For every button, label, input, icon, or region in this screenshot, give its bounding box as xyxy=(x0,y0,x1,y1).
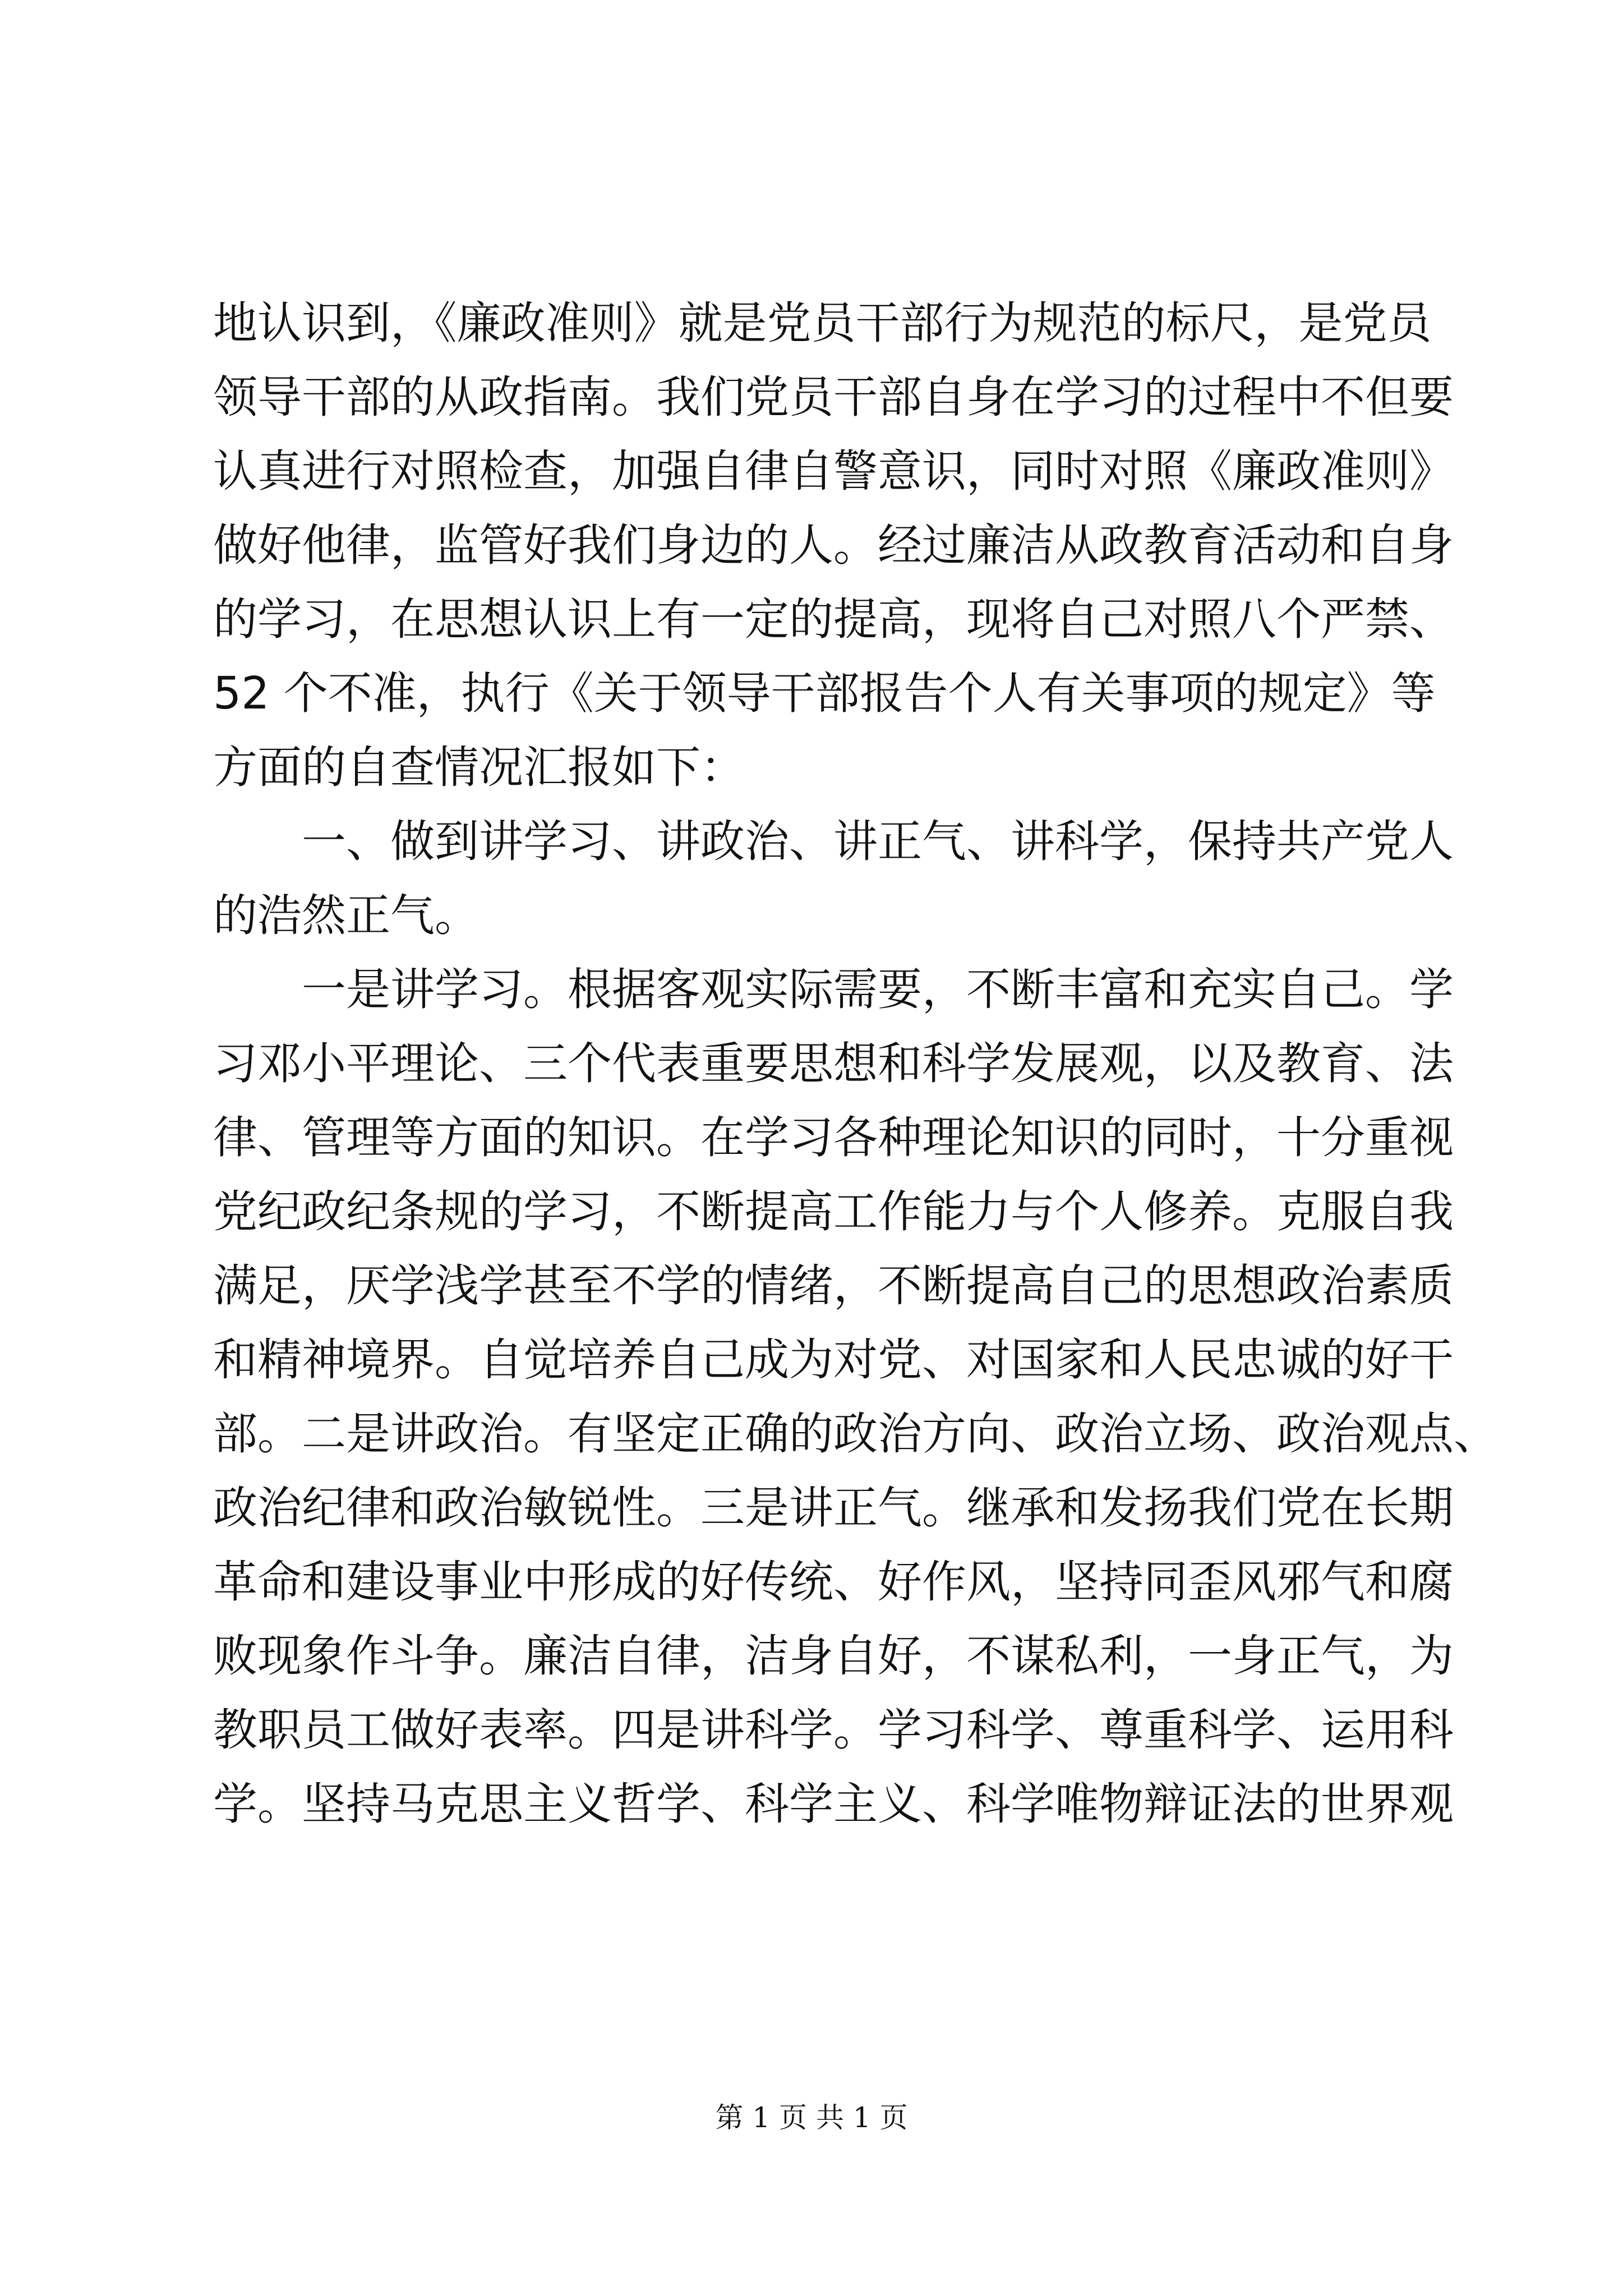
document-body xyxy=(213,286,1498,1841)
text-line: 习邓小平理论、三个代表重要思想和科学发展观，以及教育、法 xyxy=(213,1038,1454,1089)
text-line: 52 个不准，执行《关于领导干部报告个人有关事项的规定》等 xyxy=(213,668,1436,719)
text-line: 部。二是讲政治。有坚定正确的政治方向、政治立场、政治观点、 xyxy=(213,1408,1498,1460)
text-line: 的浩然正气。 xyxy=(213,890,479,941)
text-line: 做好他律，监管好我们身边的人。经过廉洁从政教育活动和自身 xyxy=(213,519,1454,571)
text-line: 革命和建设事业中形成的好传统、好作风，坚持同歪风邪气和腐 xyxy=(213,1556,1454,1608)
text-line: 学。坚持马克思主义哲学、科学主义、科学唯物辩证法的世界观 xyxy=(213,1778,1454,1830)
text-line: 党纪政纪条规的学习，不断提高工作能力与个人修养。克服自我 xyxy=(213,1186,1454,1237)
text-line: 教职员工做好表率。四是讲科学。学习科学、尊重科学、运用科 xyxy=(213,1704,1454,1756)
text-line: 一、做到讲学习、讲政治、讲正气、讲科学，保持共产党人 xyxy=(213,816,1454,867)
text-line: 地认识到，《廉政准则》就是党员干部行为规范的标尺，是党员 xyxy=(213,297,1432,349)
text-line: 一是讲学习。根据客观实际需要，不断丰富和充实自己。学 xyxy=(213,964,1454,1015)
page-number-label: 第 1 页 共 1 页 xyxy=(715,2101,908,2134)
text-line: 认真进行对照检查，加强自律自警意识，同时对照《廉政准则》 xyxy=(213,445,1454,497)
text-line: 和精神境界。自觉培养自己成为对党、对国家和人民忠诚的好干 xyxy=(213,1334,1454,1386)
text-line: 的学习，在思想认识上有一定的提高，现将自己对照八个严禁、 xyxy=(213,593,1454,645)
page-footer xyxy=(0,2095,1623,2136)
text-line: 领导干部的从政指南。我们党员干部自身在学习的过程中不但要 xyxy=(213,371,1454,423)
text-line: 方面的自查情况汇报如下： xyxy=(213,742,745,793)
text-line: 律、管理等方面的知识。在学习各种理论知识的同时，十分重视 xyxy=(213,1112,1454,1163)
text-line: 败现象作斗争。廉洁自律，洁身自好，不谋私利，一身正气，为 xyxy=(213,1630,1454,1682)
text-line: 满足，厌学浅学甚至不学的情绪，不断提高自己的思想政治素质 xyxy=(213,1260,1454,1312)
text-line: 政治纪律和政治敏锐性。三是讲正气。继承和发扬我们党在长期 xyxy=(213,1482,1454,1534)
